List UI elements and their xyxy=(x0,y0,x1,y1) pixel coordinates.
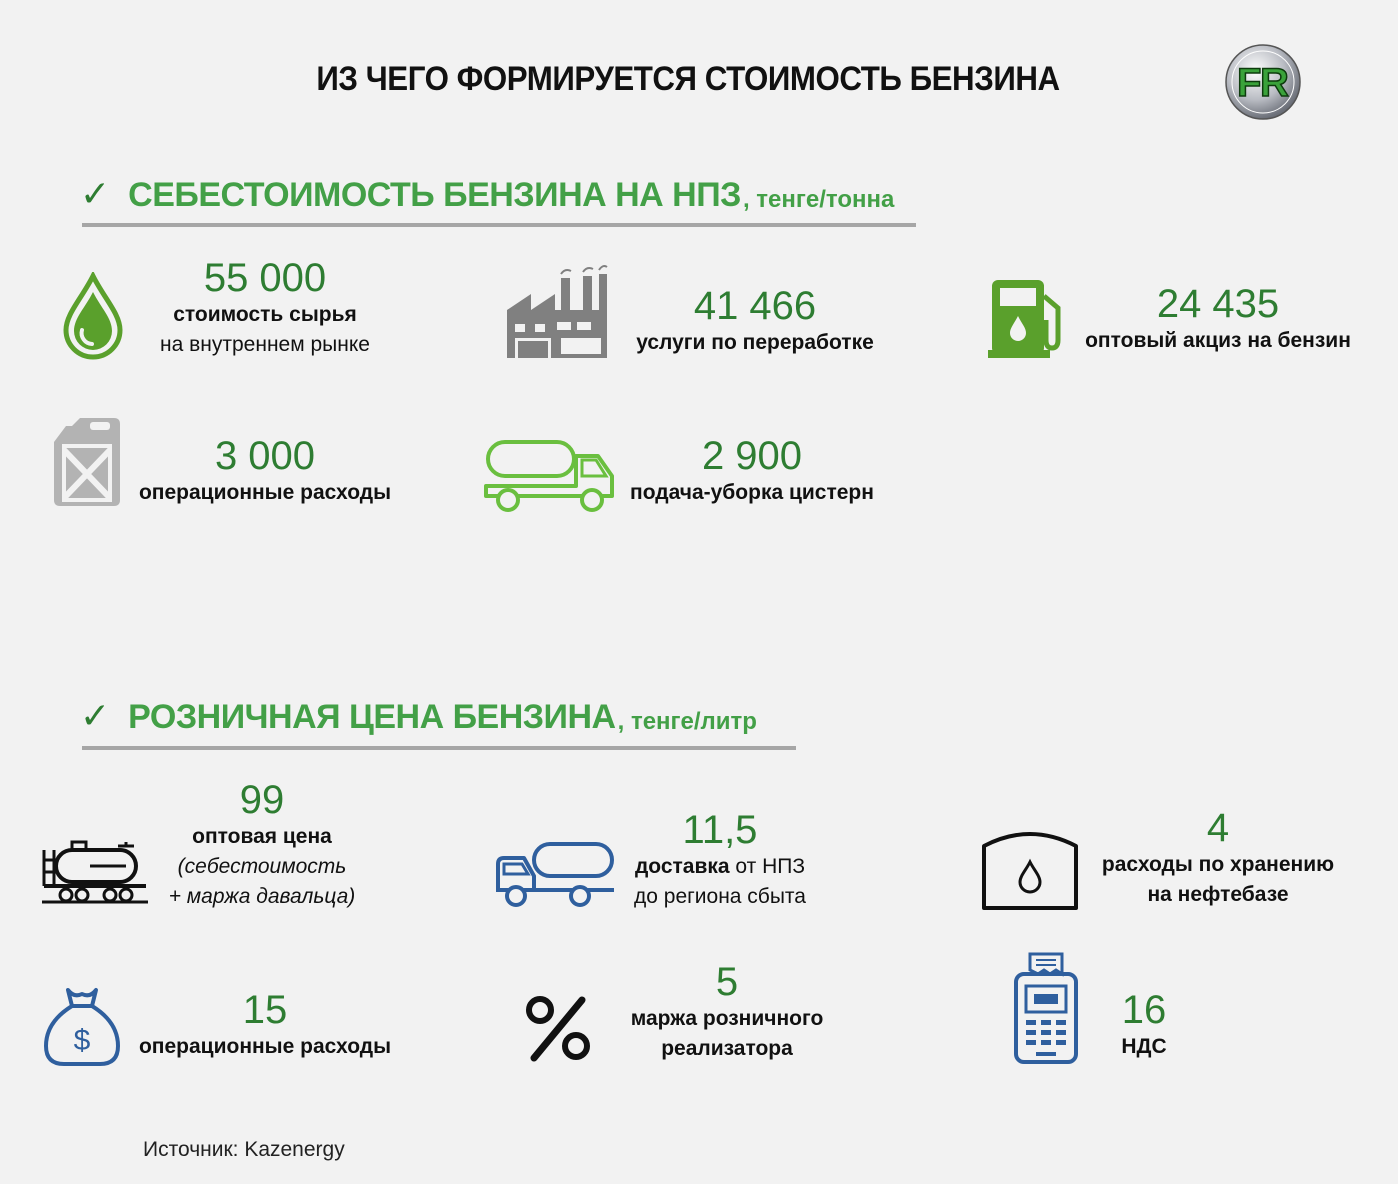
cost-item-raw-material xyxy=(130,256,400,360)
price-item-retail-margin xyxy=(602,960,852,1064)
item-label: расходы по хранению xyxy=(1101,853,1335,876)
pos-terminal-icon xyxy=(1012,952,1080,1066)
price-item-vat xyxy=(1094,988,1194,1062)
item-value: 24 435 xyxy=(1156,282,1280,326)
tanker-truck-icon xyxy=(484,436,616,514)
section1-title: СЕБЕСТОИМОСТЬ БЕНЗИНА НА НПЗ xyxy=(128,176,741,214)
price-item-delivery xyxy=(590,808,850,912)
item-label: маржа розничного xyxy=(630,1007,824,1030)
item-label: стоимость сырья xyxy=(173,303,357,326)
oil-drop-icon xyxy=(62,272,124,360)
item-label: от НПЗ xyxy=(729,855,806,878)
section2-header xyxy=(80,674,757,734)
price-item-storage xyxy=(1083,806,1353,910)
cost-item-operating xyxy=(125,434,405,508)
item-label: операционные расходы xyxy=(138,1035,392,1058)
price-item-wholesale xyxy=(132,778,392,912)
price-item-operating xyxy=(125,988,405,1062)
storage-icon xyxy=(980,826,1080,912)
item-value: 16 xyxy=(1121,988,1167,1032)
section1-unit: , тенге/тонна xyxy=(742,186,895,213)
item-label: оптовая цена xyxy=(192,825,332,848)
source-note: Источник: Kazenergy xyxy=(143,1138,345,1161)
item-label: операционные расходы xyxy=(138,481,392,504)
cost-item-tanks xyxy=(612,434,892,508)
checkmark-icon: ✓ xyxy=(80,173,111,214)
section2-title: РОЗНИЧНАЯ ЦЕНА БЕНЗИНА xyxy=(128,698,616,736)
item-label: подача-уборка цистерн xyxy=(630,481,874,504)
item-value: 15 xyxy=(242,988,288,1032)
page-title: ИЗ ЧЕГО ФОРМИРУЕТСЯ СТОИМОСТЬ БЕНЗИНА xyxy=(316,60,1060,98)
item-label: (себестоимость xyxy=(177,855,347,878)
item-label: услуги по переработке xyxy=(636,331,874,354)
item-label: НДС xyxy=(1121,1035,1167,1058)
item-label: оптовый акциз на бензин xyxy=(1085,329,1351,352)
section1-header xyxy=(80,152,894,212)
svg-text:$: $ xyxy=(73,1024,91,1057)
item-label: + маржа давальца) xyxy=(168,885,356,908)
factory-icon xyxy=(505,264,609,360)
section1-divider xyxy=(82,223,916,227)
fuel-pump-icon xyxy=(988,276,1072,360)
item-value: 4 xyxy=(1206,806,1230,850)
fr-logo xyxy=(1223,42,1303,122)
item-value: 5 xyxy=(715,960,739,1004)
item-label: до региона сбыта xyxy=(634,885,806,908)
item-label: реализатора xyxy=(661,1037,793,1060)
item-label: на внутреннем рынке xyxy=(160,333,370,356)
checkmark-icon: ✓ xyxy=(80,695,111,736)
item-value: 2 900 xyxy=(701,434,803,478)
item-value: 55 000 xyxy=(203,256,327,300)
item-label: на нефтебазе xyxy=(1147,883,1289,906)
money-bag-icon xyxy=(44,986,120,1068)
item-value: 99 xyxy=(239,778,285,822)
item-value: 11,5 xyxy=(682,808,758,852)
section2-unit: , тенге/литр xyxy=(617,708,757,735)
item-value: 41 466 xyxy=(693,284,817,328)
percent-icon xyxy=(524,994,594,1064)
cost-item-excise xyxy=(1073,282,1363,356)
jerrycan-icon xyxy=(52,416,122,508)
item-label: доставка xyxy=(634,855,730,878)
svg-text:R: R xyxy=(1260,61,1289,105)
svg-text:F: F xyxy=(1237,61,1262,105)
cost-item-refining xyxy=(615,284,895,358)
section2-divider xyxy=(82,746,796,750)
item-value: 3 000 xyxy=(214,434,316,478)
